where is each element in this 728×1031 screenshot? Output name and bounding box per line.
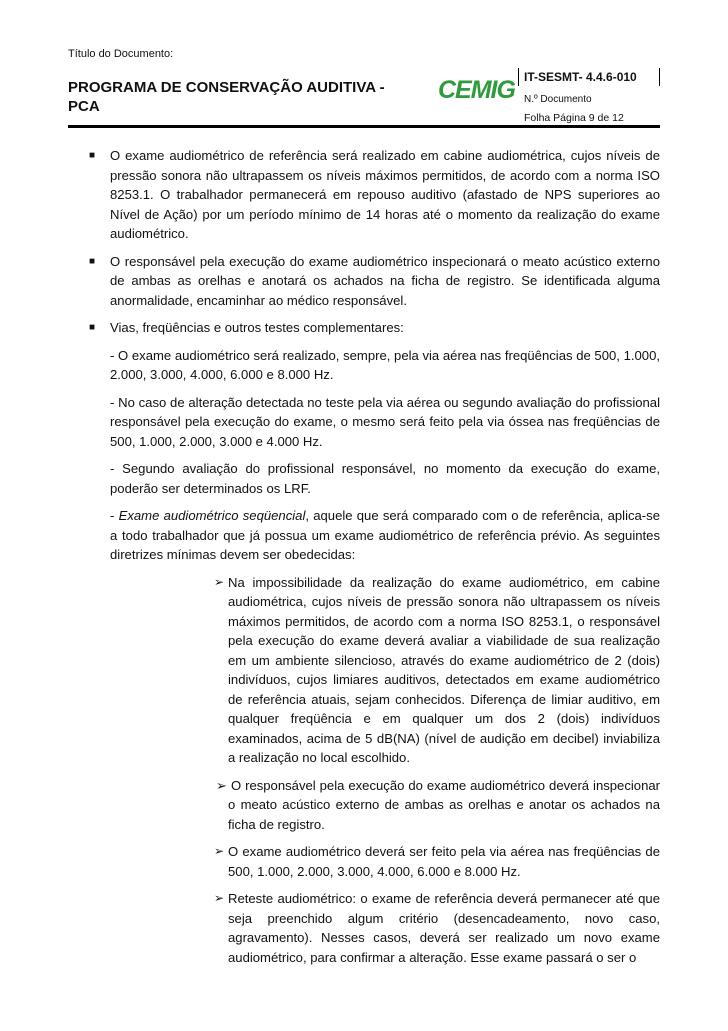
- document-body: [68, 146, 660, 975]
- bullet-item: [68, 318, 660, 338]
- logo-text: CEMIG: [438, 76, 515, 104]
- arrow-item-text: O exame audiométrico deverá ser feito pela via aérea nas freqüências de 500, 1.000, 2.000, 3.000, 4.000, 6.000 e 8.000 Hz.: [228, 844, 660, 879]
- bullet-text: Vias, freqüências e outros testes complementares:: [110, 320, 404, 335]
- sequential-exam-paragraph: [68, 506, 660, 565]
- document-title: PROGRAMA DE CONSERVAÇÃO AUDITIVA - PCA: [68, 79, 385, 115]
- page-info: Folha Página 9 de 12: [524, 112, 624, 124]
- sequential-prefix: -: [110, 508, 119, 523]
- cemig-logo: [438, 76, 515, 104]
- bullet-text: O exame audiométrico de referência será realizado em cabine audiométrica, cujos níveis de pressão sonora não ultrapassem os níveis máximos permitidos, de acordo com a norma ISO 8253.1. O trabalhador permanecerá em repouso auditivo (afastado de NPS superiores ao Nível de Ação) por um período mínimo de 14 horas até o momento da realização do exame audiométrico.: [110, 148, 660, 241]
- document-title-label: Título do Documento:: [68, 48, 174, 60]
- paragraph: - No caso de alteração detectada no teste pela via aérea ou segundo avaliação do profissional responsável pela execução do exame, o mesmo será feito pela via óssea nas freqüências de 500, 1.000, 2.000, 3.000 e 4.000 Hz.: [110, 394, 660, 449]
- arrow-list-item: [68, 842, 660, 881]
- bullet-item: [68, 146, 660, 244]
- arrow-item-text: Na impossibilidade da realização do exame audiométrico, em cabine audiométrica, cujos níveis de pressão sonora não ultrapassem os níveis máximos permitidos, de acordo com a norma ISO 8253.1, o responsável pela execução do exame deverá avaliar a viabilidade de sua realização em um ambiente silencioso, através do exame audiométrico de 2 (dois) indivíduos, cujos limiares auditivos, detectados em exame audiométrico de referência atuais, sejam conhecidos. Diferença de limiar auditivo, em qualquer freqüência e em qualquer um dos 2 (dois) indivíduos examinados, acima de 5 dB(NA) (nível de audição em decibel) inviabiliza a realização no local escolhido.: [228, 574, 660, 765]
- document-code: IT-SESMT- 4.4.6-010: [524, 70, 637, 84]
- bullet-item: [68, 252, 660, 311]
- arrow-bullet-icon: ➢: [214, 574, 225, 589]
- meta-divider-left: [518, 68, 519, 86]
- square-bullet-icon: ■: [89, 255, 96, 267]
- arrow-list-item: [68, 889, 660, 967]
- paragraph: - Segundo avaliação do profissional responsável, no momento da execução do exame, poderão ser determinados os LRF.: [110, 461, 660, 496]
- square-bullet-icon: ■: [89, 322, 96, 333]
- document-header: [68, 40, 660, 130]
- arrow-item-text: Reteste audiométrico: o exame de referência deverá permanecer até que seja preenchido algum critério (desencadeamento, novo caso, agravamento). Nesses casos, deverá ser realizado um novo exame audiométrico, para confirmar a alteração. Esse exame passará o ser o: [228, 891, 660, 965]
- arrow-bullet-icon: ➢: [216, 777, 231, 793]
- paragraph: - O exame audiométrico será realizado, sempre, pela via aérea nas freqüências de 500, 1.000, 2.000, 3.000, 4.000, 6.000 e 8.000 Hz.: [110, 347, 660, 382]
- arrow-bullet-icon: ➢: [214, 844, 225, 858]
- header-rule: [68, 125, 660, 128]
- arrow-list-item: [68, 573, 660, 768]
- document-number-label: N.º Documento: [524, 94, 592, 105]
- arrow-item-text: O responsável pela execução do exame audiométrico deverá inspecionar o meato acústico externo de ambas as orelhas e anotar os achados na ficha de registro.: [228, 777, 661, 832]
- meta-divider-right: [659, 68, 660, 86]
- arrow-list-item: [68, 776, 660, 835]
- bullet-text: O responsável pela execução do exame audiométrico inspecionará o meato acústico externo de ambas as orelhas e anotará os achados na ficha de registro. Se identificada alguma anormalidade, encaminhar ao médico responsável.: [110, 253, 660, 308]
- arrow-bullet-icon: ➢: [214, 891, 225, 905]
- sequential-exam-text: , aquele que será comparado com o de referência, aplica-se a todo trabalhador que já possua um exame audiométrico de referência prévio. As seguintes diretrizes mínimas devem ser obedecidas:: [110, 508, 660, 562]
- sequential-exam-term: Exame audiométrico seqüencial: [118, 508, 306, 523]
- square-bullet-icon: ■: [89, 150, 96, 161]
